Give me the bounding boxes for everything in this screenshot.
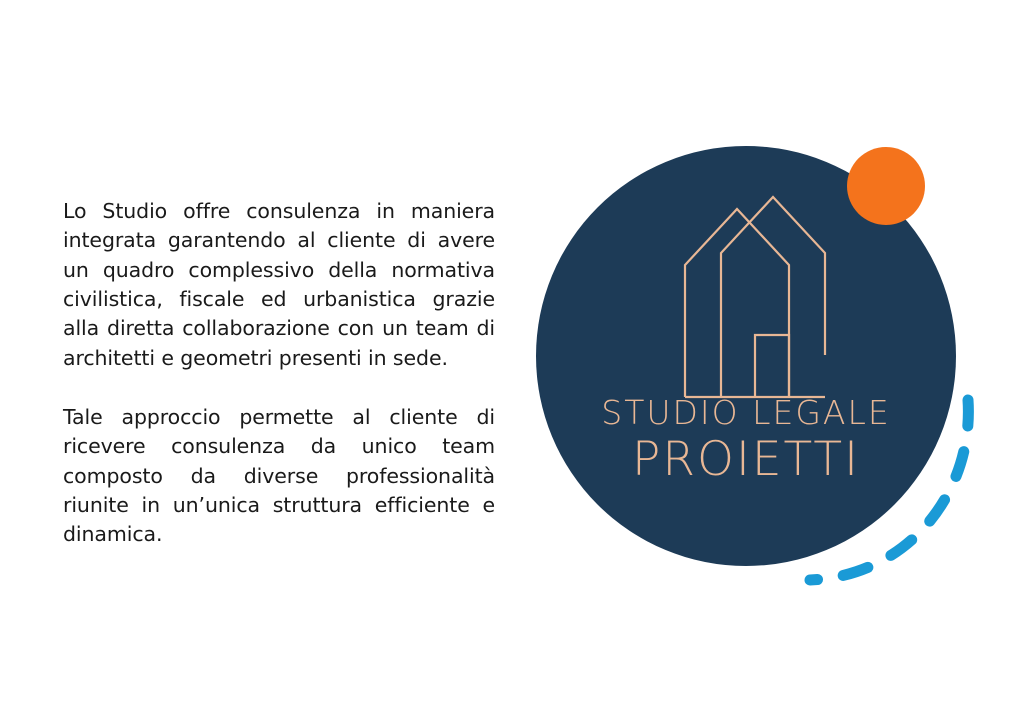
orange-accent-dot <box>847 147 925 225</box>
paragraph-2: Tale approccio permette al cliente di ricevere consulenza da unico team composto da diverse professionalità riunite in un’unica struttura efficiente e dinamica. <box>63 404 495 547</box>
paragraph-1: Lo Studio offre consulenza in maniera integrata garantendo al cliente di avere un quadro complessivo della normativa civilistica, fiscale ed urbanistica grazie alla diretta collaborazione con un team di architetti e geometri presenti in sede. <box>63 199 495 370</box>
body-text-column <box>63 197 495 549</box>
logo-block <box>520 120 990 620</box>
house-outline-icon <box>665 175 835 400</box>
logo-wordmark <box>536 395 956 487</box>
logo-line-1: STUDIO LEGALE <box>601 393 891 432</box>
logo-line-2: PROIETTI <box>631 432 860 488</box>
